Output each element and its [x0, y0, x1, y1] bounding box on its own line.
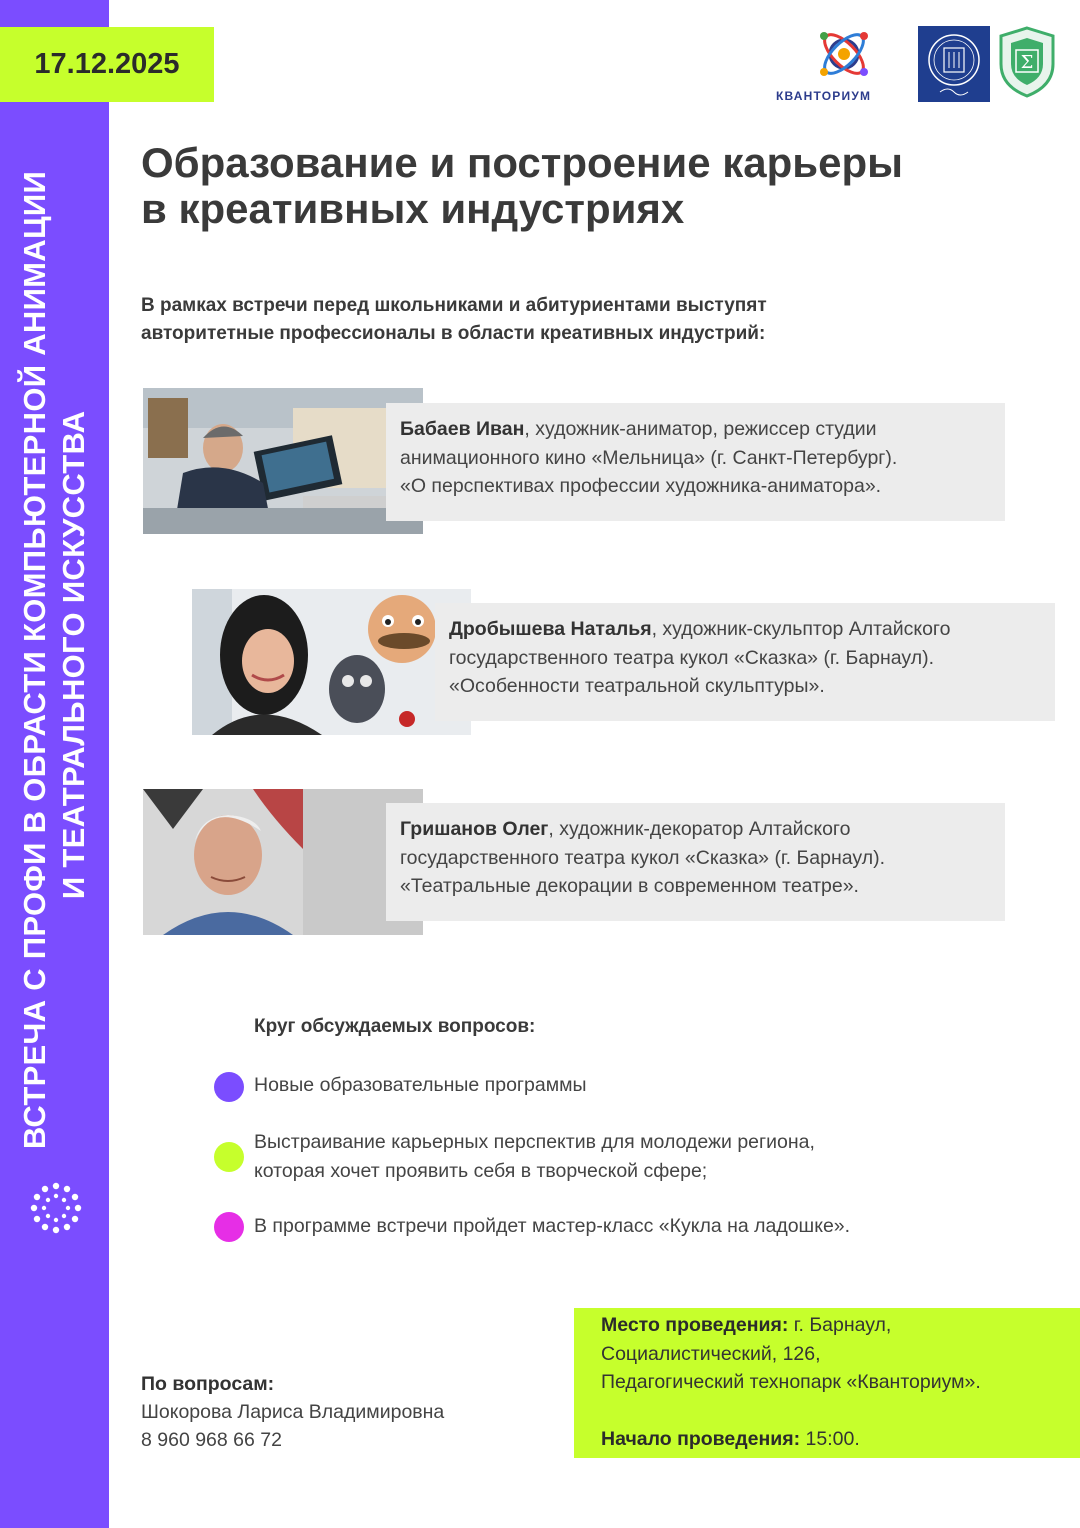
- topic-item-2-line1: Выстраивание карьерных перспектив для молодежи региона,: [254, 1131, 815, 1153]
- speaker-topic-3: «Театральные декорации в современном театре».: [400, 875, 859, 897]
- start-label: Начало проведения:: [601, 1428, 801, 1450]
- intro-line2: авторитетные профессионалы в области креативных индустрий:: [141, 323, 766, 344]
- page-title-line2: в креативных индустриях: [141, 185, 685, 232]
- speaker-topic-1: «О перспективах профессии художника-аниматора».: [400, 475, 882, 497]
- bullet-dot-3: [214, 1212, 244, 1242]
- topic-item-3-text: В программе встречи пройдет мастер-класс «Кукла на ладошке».: [254, 1215, 851, 1237]
- speaker-role-2b: государственного театра кукол «Сказка» (г. Барнаул).: [449, 646, 934, 669]
- speaker-name-3: Гришанов Олег: [400, 818, 549, 840]
- venue-street: Социалистический, 126,: [601, 1342, 821, 1365]
- intro-line1: В рамках встречи перед школьниками и абитуриентами выступят: [141, 295, 767, 316]
- university-emblem: [918, 26, 990, 102]
- svg-text:Σ: Σ: [1020, 52, 1034, 73]
- sidebar-banner: [0, 0, 109, 1528]
- contact-name: Шокорова Лариса Владимировна: [141, 1401, 445, 1423]
- page-title-line1: Образование и построение карьеры: [141, 139, 903, 186]
- speaker-photo-2: [192, 589, 471, 735]
- speaker-card-2: [435, 603, 1055, 721]
- bullet-dot-1: [214, 1072, 244, 1102]
- speaker-role-3b: государственного театра кукол «Сказка» (г. Барнаул).: [400, 846, 885, 869]
- topic-item-2-line2: которая хочет проявить себя в творческой сфере;: [254, 1159, 708, 1182]
- topic-item-3: [254, 1212, 1014, 1241]
- speaker-topic-2: «Особенности театральной скульптуры».: [449, 675, 825, 697]
- sidebar-title-line1: ВСТРЕЧА С ПРОФИ В ОБРАСТИ КОМПЬЮТЕРНОЙ АНИМАЦИИ: [17, 170, 52, 1150]
- sunburst-icon: [28, 1180, 84, 1236]
- shield-emblem-icon: [998, 26, 1056, 98]
- speaker-name-1: Бабаев Иван: [400, 418, 525, 440]
- university-building-icon: [918, 26, 990, 102]
- date-badge: [0, 27, 214, 102]
- kvantorium-logo-icon: [816, 26, 872, 84]
- partner-logos: [776, 24, 1066, 104]
- intro-text: [141, 292, 1041, 348]
- kvantorium-logo-text: КВАНТОРИУМ: [776, 89, 872, 103]
- page-title: [141, 140, 1071, 232]
- venue-org: Педагогический технопарк «Кванториум».: [601, 1371, 981, 1393]
- topic-item-1: [254, 1071, 1014, 1100]
- topic-item-2: [254, 1128, 1014, 1185]
- speaker-name-2: Дробышева Наталья: [449, 618, 652, 640]
- contact-heading: По вопросам:: [141, 1373, 275, 1395]
- sculptor-photo-illustration: [192, 589, 471, 735]
- event-date: 17.12.2025: [34, 48, 180, 80]
- speaker-role-1b: анимационного кино «Мельница» (г. Санкт-Петербург).: [400, 446, 898, 469]
- speaker-card-1: [386, 403, 1005, 521]
- topics-heading: Круг обсуждаемых вопросов:: [254, 1016, 536, 1037]
- speaker-role-3a: , художник-декоратор Алтайского: [548, 818, 851, 840]
- speaker-photo-1: [143, 388, 423, 534]
- contact-block: [141, 1370, 444, 1454]
- venue-city: г. Барнаул,: [788, 1314, 892, 1336]
- contact-phone[interactable]: 8 960 968 66 72: [141, 1429, 282, 1451]
- start-time: 15:00.: [800, 1428, 860, 1450]
- speaker-photo-3: [143, 789, 423, 935]
- topic-item-1-text: Новые образовательные программы: [254, 1074, 587, 1096]
- speaker-card-3: [386, 803, 1005, 921]
- venue-box: [574, 1308, 1080, 1458]
- bullet-dot-2: [214, 1142, 244, 1172]
- venue-label: Место проведения:: [601, 1314, 789, 1336]
- animator-photo-illustration: [143, 388, 423, 534]
- decorator-photo-illustration: [143, 789, 303, 935]
- speaker-role-1a: , художник-аниматор, режиссер студии: [524, 418, 877, 440]
- sidebar-vertical-title: [15, 171, 93, 1149]
- speaker-role-2a: , художник-скульптор Алтайского: [651, 618, 951, 640]
- sidebar-title-line2: И ТЕАТРАЛЬНОГО ИСКУССТВА: [56, 410, 91, 900]
